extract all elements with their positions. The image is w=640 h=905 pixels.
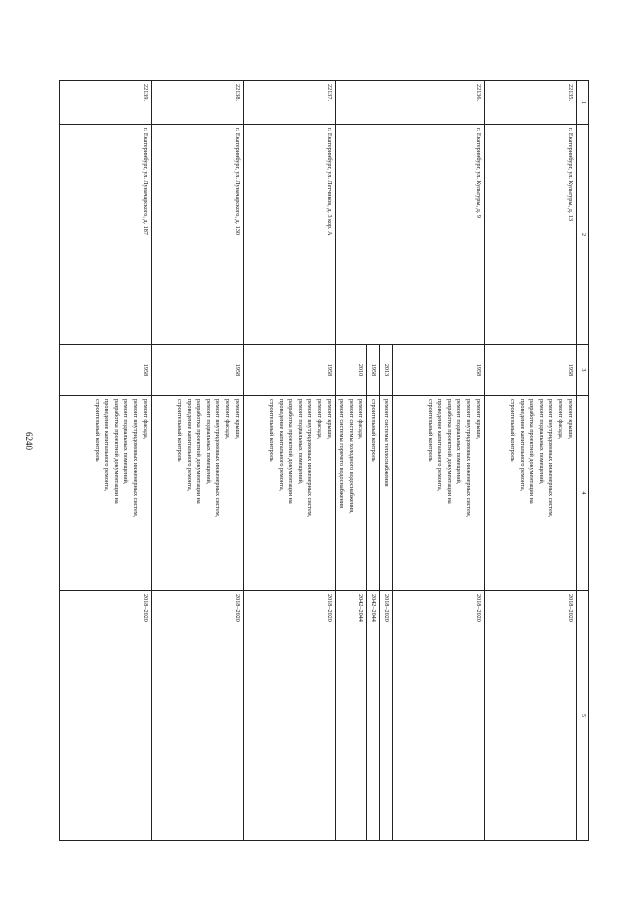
- work-item: проведение капитального ремонта,: [185, 399, 193, 492]
- work-item: проведение капитального ремонта,: [103, 399, 111, 492]
- works-cell: [484, 396, 576, 591]
- table-body: [59, 81, 576, 841]
- table-row: [392, 81, 484, 841]
- work-item: ремонт внутридомовых инженерных систем,: [132, 399, 140, 518]
- work-item: строительный контроль: [93, 399, 101, 462]
- work-item: строительный контроль: [268, 399, 275, 462]
- period-cell: 2018–2020: [243, 591, 335, 841]
- work-item: ремонт подвальных помещений,: [455, 399, 463, 485]
- row-number: 22135.: [484, 81, 576, 125]
- work-item: строительный контроль: [370, 399, 378, 462]
- address-cell: г. Екатеринбург, ул. Луначарского, д. 130: [151, 125, 243, 345]
- work-item: ремонт внутридомовых инженерных систем,: [306, 399, 314, 518]
- work-item: ремонт фасада,: [141, 399, 149, 440]
- address-cell: г. Екатеринбург, ул. Культуры, д. 13: [484, 125, 576, 345]
- work-item: проведение капитального ремонта,: [436, 399, 444, 492]
- year-cell: 2013: [380, 345, 393, 396]
- table-row: [151, 81, 243, 841]
- row-number: 22139.: [59, 81, 151, 125]
- work-item: ремонт крыши,: [474, 399, 482, 440]
- works-cell: [59, 396, 151, 591]
- work-item: ремонт системы холодного водоснабжения,: [347, 399, 355, 514]
- works-cell: [335, 396, 367, 591]
- row-number: 22136.: [335, 81, 484, 125]
- year-cell: 1958: [367, 345, 380, 396]
- works-cell: [367, 396, 380, 591]
- work-item: строительный контроль: [426, 399, 434, 462]
- work-item: проведение капитального ремонта,: [518, 399, 526, 492]
- col-header-1: 1: [576, 81, 588, 125]
- works-cell: [380, 396, 393, 591]
- work-item: строительный контроль: [176, 399, 183, 462]
- work-item: ремонт подвальных помещений,: [537, 399, 545, 485]
- work-item: ремонт подвальных помещений,: [296, 399, 304, 485]
- col-header-5: 5: [576, 591, 588, 841]
- work-item: ремонт подвальных помещений,: [204, 399, 212, 485]
- col-header-2: 2: [576, 125, 588, 345]
- year-cell: 1958: [243, 345, 335, 396]
- work-item: ремонт крыши,: [566, 399, 574, 440]
- period-cell: 2018–2020: [392, 591, 484, 841]
- work-item: ремонт фасада,: [316, 399, 324, 440]
- works-cell: [392, 396, 484, 591]
- work-item: разработка проектной документации на: [195, 399, 203, 504]
- table-row: [59, 81, 151, 841]
- period-cell: 2018–2020: [59, 591, 151, 841]
- work-item: ремонт подвальных помещений,: [122, 399, 130, 485]
- address-cell: г. Екатеринбург, ул. Луначарского, д. 187: [59, 125, 151, 345]
- register-table: [59, 80, 589, 841]
- table-row: [243, 81, 335, 841]
- period-cell: 2018–2020: [151, 591, 243, 841]
- year-cell: 1958: [484, 345, 576, 396]
- col-header-4: 4: [576, 396, 588, 591]
- work-item: строительный контроль: [509, 399, 517, 462]
- work-item: ремонт фасада,: [557, 399, 565, 440]
- period-cell: 2018–2020: [484, 591, 576, 841]
- col-header-3: 3: [576, 345, 588, 396]
- work-item: ремонт системы теплоснабжения: [382, 399, 390, 487]
- work-item: разработка проектной документации на: [445, 399, 453, 504]
- work-item: ремонт системы горячего водоснабжения: [338, 399, 346, 508]
- work-item: ремонт крыши,: [233, 399, 241, 440]
- row-number: 22138.: [151, 81, 243, 125]
- header-row: [576, 81, 588, 841]
- year-cell: 1958: [151, 345, 243, 396]
- year-cell: 2010: [335, 345, 367, 396]
- address-cell: г. Екатеринбург, ул. Культуры, д. 9: [335, 125, 484, 345]
- work-item: ремонт внутридомовых инженерных систем,: [547, 399, 555, 518]
- work-item: ремонт внутридомовых инженерных систем,: [214, 399, 222, 518]
- period-cell: 2042–2044: [335, 591, 367, 841]
- year-cell: 1958: [59, 345, 151, 396]
- register-table-sheet: [81, 80, 589, 840]
- work-item: ремонт крыши,: [325, 399, 333, 440]
- work-item: ремонт фасада,: [357, 399, 365, 440]
- work-item: ремонт внутридомовых инженерных систем,: [465, 399, 473, 518]
- works-cell: [243, 396, 335, 591]
- period-cell: 2042–2044: [367, 591, 380, 841]
- row-number: 22137.: [243, 81, 335, 125]
- period-cell: 2018–2020: [380, 591, 393, 841]
- works-cell: [151, 396, 243, 591]
- work-item: разработка проектной документации на: [528, 399, 536, 504]
- work-item: разработка проектной документации на: [287, 399, 295, 504]
- work-item: разработка проектной документации на: [112, 399, 120, 504]
- table-row: [484, 81, 576, 841]
- year-cell: 1958: [392, 345, 484, 396]
- work-item: ремонт фасада,: [224, 399, 232, 440]
- address-cell: г. Екатеринбург, ул. Летчиков, д. 3 кор. А: [243, 125, 335, 345]
- work-item: проведение капитального ремонта,: [277, 399, 285, 492]
